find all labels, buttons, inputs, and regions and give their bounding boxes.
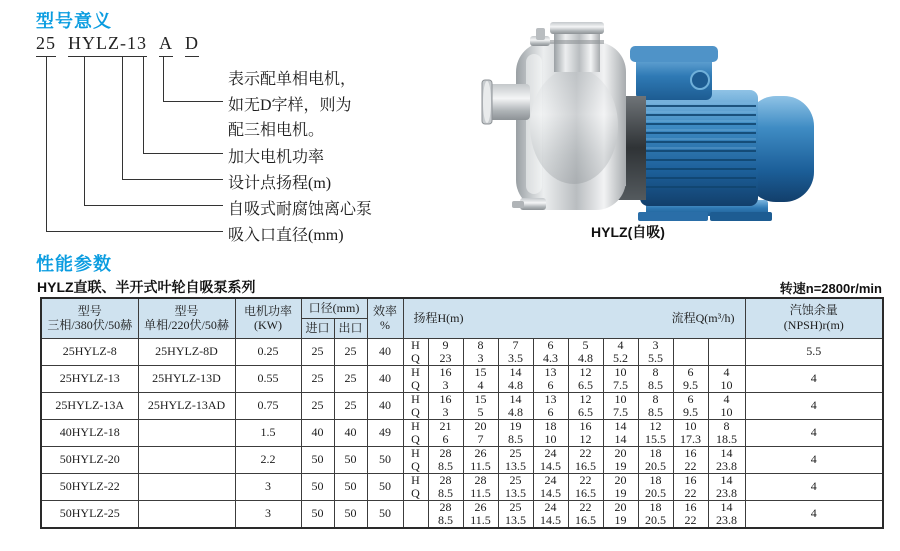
cell-npsh: 4 — [745, 419, 883, 446]
cell-hq-label: H Q — [403, 365, 428, 392]
cell-head-flow-0: 9 23 — [428, 338, 463, 365]
model-token-25: 25 — [36, 33, 56, 57]
cell-head-flow-0: 28 8.5 — [428, 446, 463, 473]
cell-npsh: 4 — [745, 473, 883, 500]
cell-npsh: 5.5 — [745, 338, 883, 365]
cell-head-flow-1: 26 11.5 — [463, 500, 498, 528]
cell-outlet: 25 — [334, 392, 367, 419]
connector-line — [143, 57, 144, 153]
cell-head-flow-6: 3 5.5 — [638, 338, 673, 365]
cell-head-flow-1: 20 7 — [463, 419, 498, 446]
section-title-performance: 性能参数 — [36, 254, 112, 274]
cell-head-flow-4: 12 6.5 — [568, 365, 603, 392]
pump-photo — [478, 14, 830, 242]
cell-inlet: 50 — [301, 500, 334, 528]
header-flow: 流程Q(m³/h) — [671, 311, 735, 326]
cell-head-flow-5: 10 7.5 — [603, 365, 638, 392]
series-row — [37, 277, 882, 297]
cell-model-singlephase — [138, 473, 235, 500]
performance-table — [40, 297, 884, 529]
section-title-model-meaning: 型号意义 — [36, 11, 112, 31]
cell-head-flow-7: 6 9.5 — [673, 392, 708, 419]
cell-motor-power: 1.5 — [235, 419, 301, 446]
cell-head-flow-5: 14 14 — [603, 419, 638, 446]
cell-head-flow-2: 19 8.5 — [498, 419, 533, 446]
cell-head-flow-4: 22 16.5 — [568, 500, 603, 528]
cell-head-flow-5: 4 5.2 — [603, 338, 638, 365]
cell-head-flow-7: 10 17.3 — [673, 419, 708, 446]
connector-line — [122, 179, 223, 180]
cell-head-flow-0: 21 6 — [428, 419, 463, 446]
cell-head-flow-3: 18 10 — [533, 419, 568, 446]
cell-npsh: 4 — [745, 446, 883, 473]
cell-head-flow-3: 13 6 — [533, 365, 568, 392]
cell-inlet: 25 — [301, 392, 334, 419]
speed-note: 转速n=2800r/min — [779, 281, 882, 296]
cell-motor-power: 0.25 — [235, 338, 301, 365]
cell-head-flow-7 — [673, 338, 708, 365]
model-label-inlet-diameter: 吸入口直径(mm) — [228, 227, 344, 244]
cell-model-singlephase — [138, 419, 235, 446]
cell-head-flow-0: 28 8.5 — [428, 473, 463, 500]
model-token-d: D — [185, 33, 199, 57]
cell-head-flow-3: 24 14.5 — [533, 500, 568, 528]
cell-head-flow-4: 22 16.5 — [568, 446, 603, 473]
cell-efficiency: 40 — [367, 392, 403, 419]
model-label-design-head: 设计点扬程(m) — [228, 175, 332, 192]
cell-outlet: 50 — [334, 500, 367, 528]
cell-outlet: 25 — [334, 365, 367, 392]
cell-head-flow-5: 20 19 — [603, 446, 638, 473]
cell-head-flow-6: 18 20.5 — [638, 446, 673, 473]
cell-outlet: 40 — [334, 419, 367, 446]
cell-model-singlephase — [138, 446, 235, 473]
table-header — [41, 298, 883, 338]
model-label-single-phase-1: 表示配单相电机， — [228, 71, 357, 88]
cell-head-flow-2: 25 13.5 — [498, 446, 533, 473]
cell-model-singlephase: 25HYLZ-8D — [138, 338, 235, 365]
cell-model-threephase: 50HYLZ-25 — [41, 500, 138, 528]
cell-head-flow-1: 15 4 — [463, 365, 498, 392]
series-title: HYLZ直联、半开式叶轮自吸泵系列 — [37, 279, 256, 295]
connector-line — [143, 153, 223, 154]
connector-line — [122, 57, 123, 179]
cell-outlet: 50 — [334, 446, 367, 473]
cell-head-flow-8: 14 23.8 — [708, 473, 745, 500]
model-code — [36, 33, 211, 57]
cell-head-flow-5: 10 7.5 — [603, 392, 638, 419]
table-row — [41, 500, 883, 528]
cell-head-flow-8: 14 23.8 — [708, 446, 745, 473]
model-label-bigger-power: 加大电机功率 — [228, 149, 325, 166]
cell-hq-label: H Q — [403, 338, 428, 365]
table-row — [41, 419, 883, 446]
cell-head-flow-4: 16 12 — [568, 419, 603, 446]
cell-npsh: 4 — [745, 392, 883, 419]
cell-head-flow-0: 28 8.5 — [428, 500, 463, 528]
cell-model-threephase: 25HYLZ-8 — [41, 338, 138, 365]
cell-head-flow-4: 5 4.8 — [568, 338, 603, 365]
cell-head-flow-5: 20 19 — [603, 500, 638, 528]
cell-model-threephase: 25HYLZ-13 — [41, 365, 138, 392]
cell-head-flow-7: 16 22 — [673, 473, 708, 500]
cell-head-flow-8: 8 18.5 — [708, 419, 745, 446]
cell-head-flow-0: 16 3 — [428, 392, 463, 419]
header-model-threephase: 型号 三相/380伏/50赫 — [41, 298, 138, 338]
connector-line — [163, 101, 223, 102]
table-row — [41, 473, 883, 500]
cell-model-singlephase: 25HYLZ-13D — [138, 365, 235, 392]
cell-head-flow-6: 8 8.5 — [638, 392, 673, 419]
table-row — [41, 392, 883, 419]
model-label-single-phase-2: 如无D字样，则为 — [228, 97, 352, 114]
header-head-flow — [403, 298, 745, 338]
cell-head-flow-2: 25 13.5 — [498, 500, 533, 528]
cell-head-flow-6: 12 15.5 — [638, 419, 673, 446]
pump-image — [478, 14, 830, 224]
cell-efficiency: 40 — [367, 365, 403, 392]
cell-inlet: 50 — [301, 473, 334, 500]
header-npsh: 汽蚀余量 (NPSH)r(m) — [745, 298, 883, 338]
cell-hq-label: H Q — [403, 419, 428, 446]
cell-hq-label: H Q — [403, 473, 428, 500]
cell-inlet: 40 — [301, 419, 334, 446]
cell-head-flow-3: 13 6 — [533, 392, 568, 419]
cell-head-flow-1: 28 11.5 — [463, 473, 498, 500]
cell-motor-power: 3 — [235, 473, 301, 500]
cell-head-flow-6: 8 8.5 — [638, 365, 673, 392]
cell-model-threephase: 25HYLZ-13A — [41, 392, 138, 419]
cell-head-flow-7: 16 22 — [673, 500, 708, 528]
cell-outlet: 50 — [334, 473, 367, 500]
cell-model-singlephase: 25HYLZ-13AD — [138, 392, 235, 419]
connector-line — [84, 205, 223, 206]
cell-hq-label: H Q — [403, 392, 428, 419]
cell-head-flow-0: 16 3 — [428, 365, 463, 392]
cell-efficiency: 50 — [367, 446, 403, 473]
cell-outlet: 25 — [334, 338, 367, 365]
connector-line — [46, 231, 223, 232]
cell-head-flow-8: 4 10 — [708, 392, 745, 419]
header-efficiency: 效率 % — [367, 298, 403, 338]
cell-head-flow-8 — [708, 338, 745, 365]
cell-hq-label — [403, 500, 428, 528]
cell-hq-label: H Q — [403, 446, 428, 473]
cell-motor-power: 2.2 — [235, 446, 301, 473]
cell-head-flow-6: 18 20.5 — [638, 500, 673, 528]
header-caliber: 口径(mm) — [301, 298, 367, 318]
model-token-a: A — [159, 33, 173, 57]
table-row — [41, 446, 883, 473]
header-motor-power: 电机功率 (KW) — [235, 298, 301, 338]
cell-head-flow-8: 4 10 — [708, 365, 745, 392]
cell-head-flow-3: 6 4.3 — [533, 338, 568, 365]
cell-head-flow-8: 14 23.8 — [708, 500, 745, 528]
cell-head-flow-3: 24 14.5 — [533, 473, 568, 500]
cell-motor-power: 0.55 — [235, 365, 301, 392]
cell-model-threephase: 40HYLZ-18 — [41, 419, 138, 446]
table-body — [41, 338, 883, 528]
model-token-hylz13: HYLZ-13 — [68, 33, 147, 57]
connector-line — [46, 57, 47, 231]
cell-efficiency: 40 — [367, 338, 403, 365]
cell-head-flow-4: 12 6.5 — [568, 392, 603, 419]
header-head: 扬程H(m) — [413, 311, 464, 326]
cell-efficiency: 49 — [367, 419, 403, 446]
cell-head-flow-1: 26 11.5 — [463, 446, 498, 473]
performance-table-wrap — [40, 297, 884, 529]
table-row — [41, 338, 883, 365]
cell-efficiency: 50 — [367, 473, 403, 500]
cell-head-flow-7: 6 9.5 — [673, 365, 708, 392]
cell-model-threephase: 50HYLZ-22 — [41, 473, 138, 500]
cell-model-threephase: 50HYLZ-20 — [41, 446, 138, 473]
cell-head-flow-1: 15 5 — [463, 392, 498, 419]
cell-npsh: 4 — [745, 500, 883, 528]
cell-head-flow-4: 22 16.5 — [568, 473, 603, 500]
cell-head-flow-2: 25 13.5 — [498, 473, 533, 500]
cell-npsh: 4 — [745, 365, 883, 392]
cell-head-flow-1: 8 3 — [463, 338, 498, 365]
cell-head-flow-7: 16 22 — [673, 446, 708, 473]
cell-head-flow-2: 14 4.8 — [498, 392, 533, 419]
model-label-single-phase-3: 配三相电机。 — [228, 122, 325, 139]
header-outlet: 出口 — [334, 318, 367, 338]
header-inlet: 进口 — [301, 318, 334, 338]
pump-caption: HYLZ(自吸) — [591, 224, 665, 240]
header-model-singlephase: 型号 单相/220伏/50赫 — [138, 298, 235, 338]
cell-motor-power: 0.75 — [235, 392, 301, 419]
cell-head-flow-2: 14 4.8 — [498, 365, 533, 392]
connector-line — [84, 57, 85, 205]
table-row — [41, 365, 883, 392]
cell-head-flow-3: 24 14.5 — [533, 446, 568, 473]
cell-model-singlephase — [138, 500, 235, 528]
model-label-pump-type: 自吸式耐腐蚀离心泵 — [228, 201, 373, 218]
cell-inlet: 25 — [301, 365, 334, 392]
cell-inlet: 50 — [301, 446, 334, 473]
cell-head-flow-2: 7 3.5 — [498, 338, 533, 365]
cell-inlet: 25 — [301, 338, 334, 365]
cell-head-flow-6: 18 20.5 — [638, 473, 673, 500]
connector-line — [163, 57, 164, 101]
cell-efficiency: 50 — [367, 500, 403, 528]
cell-head-flow-5: 20 19 — [603, 473, 638, 500]
cell-motor-power: 3 — [235, 500, 301, 528]
